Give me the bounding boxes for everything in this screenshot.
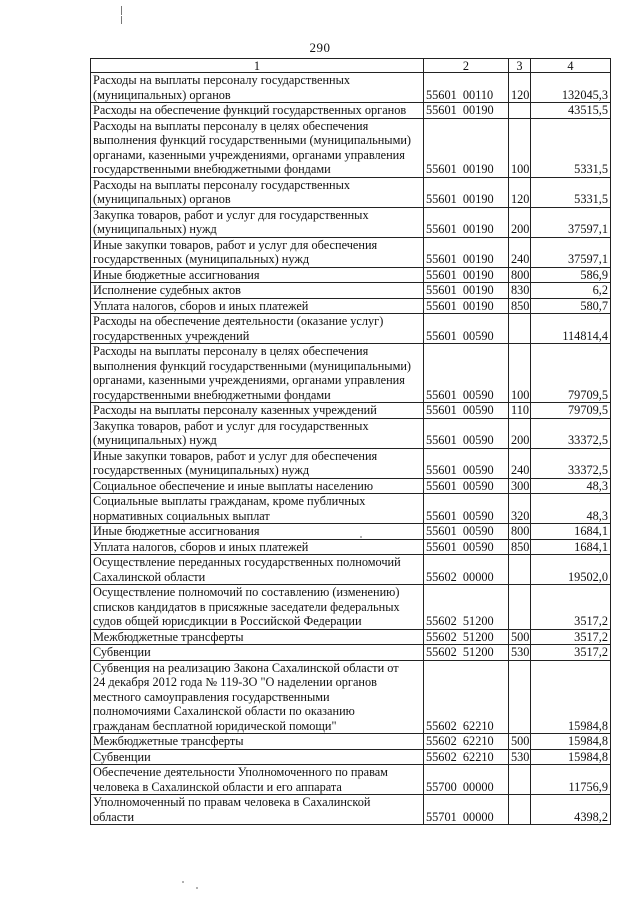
row-name-line: государственных учреждений (93, 328, 250, 343)
row-name-line: Уплата налогов, сборов и иных платежей (93, 539, 309, 554)
row-amount: 43515,5 (531, 103, 611, 119)
row-name-line: Субвенции (93, 749, 151, 764)
column-header-2: 2 (424, 59, 509, 73)
row-name-line: выполнения функций государственными (муниципальными) (93, 358, 412, 373)
table-row (91, 494, 611, 524)
table-row (91, 660, 611, 734)
row-type: 500 (509, 629, 531, 645)
row-name-line: Расходы на выплаты персоналу государственных (93, 177, 351, 192)
table-row (91, 539, 611, 555)
row-code: 55601 00590 (424, 539, 509, 555)
row-name (91, 555, 424, 585)
row-amount: 3517,2 (531, 629, 611, 645)
row-name (91, 524, 424, 540)
row-code: 55601 00590 (424, 314, 509, 344)
table-row (91, 267, 611, 283)
row-name-line: государственными внебюджетными фондами (93, 387, 331, 402)
row-type: 850 (509, 539, 531, 555)
row-type (509, 103, 531, 119)
table-row (91, 448, 611, 478)
row-code: 55601 00190 (424, 177, 509, 207)
row-name (91, 73, 424, 103)
row-name-line: Межбюджетные трансферты (93, 734, 244, 748)
table-row (91, 283, 611, 299)
table-row (91, 73, 611, 103)
row-name (91, 660, 424, 734)
row-name (91, 118, 424, 177)
row-amount: 132045,3 (531, 73, 611, 103)
row-code: 55602 62210 (424, 734, 509, 750)
row-name-line: списков кандидатов в присяжные заседатели федеральных (93, 599, 400, 614)
page-number: 290 (309, 40, 331, 55)
row-name (91, 103, 424, 119)
row-code: 55602 00000 (424, 555, 509, 585)
row-code: 55602 62210 (424, 749, 509, 765)
row-name-line: Сахалинской области (93, 569, 206, 584)
row-type: 100 (509, 118, 531, 177)
row-name-line: Социальное обеспечение и иные выплаты населению (93, 478, 374, 493)
row-name (91, 734, 424, 750)
row-name (91, 629, 424, 645)
row-name-line: нормативных социальных выплат (93, 508, 270, 523)
row-name-line: Закупка товаров, работ и услуг для государственных (93, 207, 369, 222)
table-row (91, 314, 611, 344)
scan-mark (121, 6, 122, 15)
row-amount: 5331,5 (531, 118, 611, 177)
row-type: 320 (509, 494, 531, 524)
row-name-line: 24 декабря 2012 года № 119-ЗО "О наделении органов (93, 675, 377, 689)
row-name (91, 795, 424, 825)
row-name-line: Исполнение судебных актов (93, 283, 241, 297)
row-code: 55601 00190 (424, 118, 509, 177)
table-row (91, 118, 611, 177)
row-name (91, 403, 424, 419)
row-code: 55602 62210 (424, 660, 509, 734)
row-type: 120 (509, 177, 531, 207)
row-name-line: (муниципальных) органов (93, 192, 231, 206)
row-name-line: Иные закупки товаров, работ и услуг для обеспечения (93, 448, 378, 463)
row-name-line: человека в Сахалинской области и его аппарата (93, 779, 342, 794)
row-code: 55601 00590 (424, 344, 509, 403)
row-amount: 3517,2 (531, 645, 611, 661)
table-row (91, 585, 611, 630)
row-amount: 33372,5 (531, 418, 611, 448)
row-code: 55601 00190 (424, 207, 509, 237)
row-amount: 79709,5 (531, 344, 611, 403)
row-amount: 5331,5 (531, 177, 611, 207)
row-amount: 11756,9 (531, 765, 611, 795)
table-row (91, 629, 611, 645)
row-name (91, 418, 424, 448)
row-name (91, 177, 424, 207)
row-type (509, 555, 531, 585)
row-name-line: области (93, 809, 135, 824)
table-row (91, 478, 611, 494)
row-amount: 1684,1 (531, 539, 611, 555)
row-name-line: Субвенции (93, 645, 151, 659)
row-name (91, 283, 424, 299)
row-name-line: Расходы на выплаты персоналу государственных (93, 73, 351, 87)
header-row (91, 59, 611, 73)
row-code: 55700 00000 (424, 765, 509, 795)
row-name-line: выполнения функций государственными (муниципальными) (93, 133, 412, 147)
row-name-line: Обеспечение деятельности Уполномоченного по правам (93, 765, 388, 779)
scan-speck (182, 881, 184, 883)
row-name (91, 237, 424, 267)
row-type: 100 (509, 344, 531, 403)
row-name (91, 207, 424, 237)
table-row (91, 524, 611, 540)
row-type: 500 (509, 734, 531, 750)
row-amount: 37597,1 (531, 237, 611, 267)
scan-mark (121, 16, 122, 24)
row-code: 55601 00190 (424, 283, 509, 299)
row-name-line: Иные закупки товаров, работ и услуг для обеспечения (93, 237, 378, 252)
row-name-line: Социальные выплаты гражданам, кроме публичных (93, 494, 366, 508)
row-type: 200 (509, 418, 531, 448)
table-row (91, 403, 611, 419)
row-name-line: государственных (муниципальных) нужд (93, 463, 310, 477)
row-amount: 580,7 (531, 298, 611, 314)
row-name-line: полномочиями Сахалинской области по оказанию (93, 704, 355, 718)
row-code: 55601 00590 (424, 494, 509, 524)
row-amount: 15984,8 (531, 660, 611, 734)
row-type (509, 765, 531, 795)
row-code: 55601 00590 (424, 403, 509, 419)
row-name-line: органами, казенными учреждениями, органами управления (93, 373, 405, 387)
row-code: 55601 00590 (424, 478, 509, 494)
row-name (91, 539, 424, 555)
row-name-line: Иные бюджетные ассигнования (93, 267, 260, 282)
row-type: 800 (509, 267, 531, 283)
row-amount: 114814,4 (531, 314, 611, 344)
row-name-line: Уплата налогов, сборов и иных платежей (93, 298, 309, 313)
row-name (91, 478, 424, 494)
row-name-line: судов общей юрисдикции в Российской Федерации (93, 614, 362, 628)
row-name-line: Расходы на выплаты персоналу казенных учреждений (93, 403, 377, 417)
table-row (91, 765, 611, 795)
row-code: 55601 00590 (424, 448, 509, 478)
column-header-3: 3 (509, 59, 531, 73)
table-row (91, 177, 611, 207)
row-amount: 15984,8 (531, 734, 611, 750)
row-amount: 79709,5 (531, 403, 611, 419)
row-type: 200 (509, 207, 531, 237)
row-amount: 19502,0 (531, 555, 611, 585)
row-name-line: гражданам бесплатной юридической помощи" (93, 718, 337, 733)
row-name-line: органами, казенными учреждениями, органами управления (93, 147, 405, 162)
row-code: 55601 00590 (424, 418, 509, 448)
table-row (91, 795, 611, 825)
row-type: 240 (509, 448, 531, 478)
row-name-line: местного самоуправления государственными (93, 689, 330, 704)
row-code: 55602 51200 (424, 585, 509, 630)
row-code: 55601 00590 (424, 524, 509, 540)
row-name-line: (муниципальных) нужд (93, 433, 217, 447)
scan-speck (360, 536, 362, 538)
row-name-line: государственных (муниципальных) нужд (93, 252, 310, 266)
row-type: 830 (509, 283, 531, 299)
row-type (509, 314, 531, 344)
row-type: 300 (509, 478, 531, 494)
row-amount: 15984,8 (531, 749, 611, 765)
row-name-line: (муниципальных) органов (93, 87, 231, 102)
table-row (91, 344, 611, 403)
table-row (91, 418, 611, 448)
row-amount: 48,3 (531, 478, 611, 494)
row-code: 55601 00190 (424, 267, 509, 283)
scan-speck (196, 887, 198, 889)
row-amount: 586,9 (531, 267, 611, 283)
row-name-line: Субвенция на реализацию Закона Сахалинской области от (93, 660, 399, 675)
row-code: 55601 00190 (424, 298, 509, 314)
table-body (91, 73, 611, 825)
row-name-line: Уполномоченный по правам человека в Сахалинской (93, 795, 371, 809)
row-amount: 1684,1 (531, 524, 611, 540)
row-code: 55601 00190 (424, 237, 509, 267)
row-type: 530 (509, 645, 531, 661)
row-type: 110 (509, 403, 531, 419)
row-code: 55602 51200 (424, 629, 509, 645)
row-type (509, 795, 531, 825)
row-name-line: Иные бюджетные ассигнования (93, 524, 260, 538)
row-type (509, 585, 531, 630)
row-amount: 3517,2 (531, 585, 611, 630)
row-name (91, 765, 424, 795)
row-name-line: Расходы на выплаты персоналу в целях обеспечения (93, 344, 369, 358)
table-row (91, 555, 611, 585)
row-code: 55602 51200 (424, 645, 509, 661)
row-name (91, 298, 424, 314)
table-row (91, 298, 611, 314)
column-header-1: 1 (91, 59, 424, 73)
row-name-line: Закупка товаров, работ и услуг для государственных (93, 418, 369, 433)
row-amount: 33372,5 (531, 448, 611, 478)
row-amount: 48,3 (531, 494, 611, 524)
row-name-line: Осуществление переданных государственных полномочий (93, 555, 401, 569)
row-code: 55601 00110 (424, 73, 509, 103)
row-type: 530 (509, 749, 531, 765)
table-row (91, 645, 611, 661)
row-name (91, 344, 424, 403)
row-name (91, 585, 424, 630)
row-type: 120 (509, 73, 531, 103)
table-row (91, 103, 611, 119)
table-row (91, 237, 611, 267)
row-name-line: Межбюджетные трансферты (93, 629, 244, 644)
row-amount: 4398,2 (531, 795, 611, 825)
row-name-line: Расходы на обеспечение функций государственных органов (93, 103, 407, 117)
table-row (91, 207, 611, 237)
row-code: 55601 00190 (424, 103, 509, 119)
row-type: 240 (509, 237, 531, 267)
row-name-line: государственными внебюджетными фондами (93, 162, 331, 176)
row-name (91, 645, 424, 661)
row-name-line: Осуществление полномочий по составлению (изменению) (93, 585, 400, 599)
row-type: 850 (509, 298, 531, 314)
row-type (509, 660, 531, 734)
row-amount: 6,2 (531, 283, 611, 299)
row-name-line: Расходы на выплаты персоналу в целях обеспечения (93, 118, 369, 133)
row-name-line: Расходы на обеспечение деятельности (оказание услуг) (93, 314, 384, 328)
row-amount: 37597,1 (531, 207, 611, 237)
column-header-4: 4 (531, 59, 611, 73)
row-name (91, 448, 424, 478)
row-type: 800 (509, 524, 531, 540)
row-name (91, 749, 424, 765)
row-name (91, 494, 424, 524)
row-name-line: (муниципальных) нужд (93, 222, 217, 236)
table-row (91, 734, 611, 750)
row-name (91, 314, 424, 344)
budget-table (90, 58, 611, 825)
row-code: 55701 00000 (424, 795, 509, 825)
row-name (91, 267, 424, 283)
table-row (91, 749, 611, 765)
